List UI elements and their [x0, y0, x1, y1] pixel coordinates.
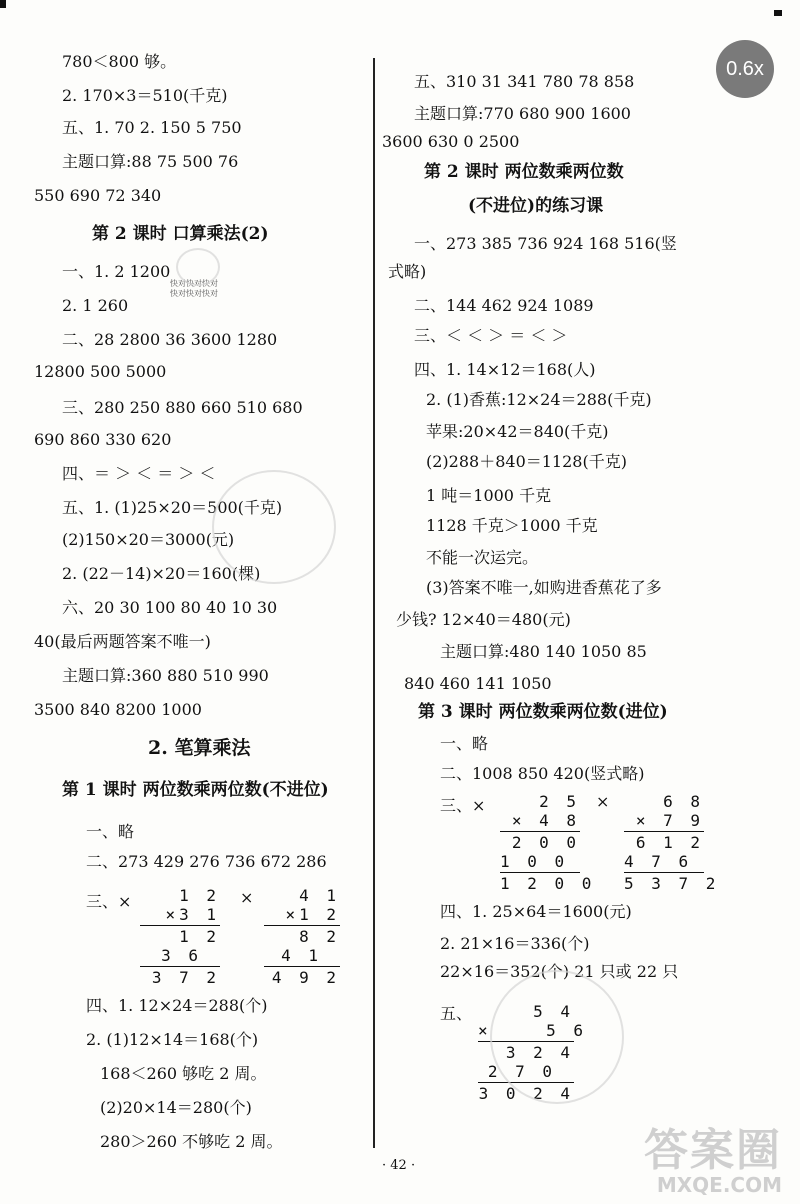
right-line-13: 1128 千克＞1000 千克 [426, 516, 598, 535]
left-times-mark: × [240, 888, 254, 907]
calc-row: × 5 6 [478, 1021, 588, 1040]
lesson-2-practice-subheading: (不进位)的练习课 [468, 196, 604, 216]
left-line-21: 二、273 429 276 736 672 286 [86, 852, 327, 871]
calc-row: ×1 2 [285, 905, 340, 924]
right-line-19: 一、略 [440, 734, 489, 753]
right-line-12: 1 吨＝1000 千克 [426, 486, 552, 505]
left-line-6: 一、1. 2 1200 [62, 262, 171, 281]
left-line-27: (2)20×14＝280(个) [100, 1098, 252, 1117]
calc-line [140, 966, 220, 967]
calc-row: 3 6 [161, 946, 202, 965]
left-line-13: 五、1. (1)25×20＝500(千克) [62, 498, 283, 517]
lesson-2-heading: 第 2 课时 口算乘法(2) [92, 224, 269, 244]
right-line-9: 2. (1)香蕉:12×24＝288(千克) [426, 390, 652, 409]
calc-row: × 7 9 [635, 811, 704, 830]
left-line-3: 五、1. 70 2. 150 5 750 [62, 118, 242, 137]
calc-row: 2 5 [539, 792, 580, 811]
right-line-6: 二、144 462 924 1089 [414, 296, 594, 315]
right-line-21: 三、× [440, 796, 486, 815]
stamp-decoration [212, 470, 336, 584]
right-line-2: 主题口算:770 680 900 1600 [414, 104, 631, 123]
right-line-15: (3)答案不唯一,如购进香蕉花了多 [426, 578, 662, 597]
watermark-line-1: 答案圈 [644, 1125, 782, 1176]
calc-row: 2 7 0 [487, 1062, 556, 1081]
calc-row: ×3 1 [165, 905, 220, 924]
calc-row: 4 1 [299, 886, 340, 905]
right-line-7: 三、＜ ＜ ＞ ＝ ＜ ＞ [414, 326, 568, 345]
right-line-24: 22×16＝352(个) 21 只或 22 只 [440, 962, 679, 981]
left-line-28: 280＞260 不够吃 2 周。 [100, 1132, 283, 1151]
right-line-3: 3600 630 0 2500 [382, 132, 520, 151]
left-line-19: 3500 840 8200 1000 [34, 700, 202, 719]
calc-row: 2 0 0 [511, 833, 580, 852]
right-line-8: 四、1. 14×12＝168(人) [414, 360, 596, 379]
lesson-3-heading: 第 3 课时 两位数乘两位数(进位) [418, 702, 668, 722]
right-times-mark: × [596, 792, 610, 811]
left-line-20: 一、略 [86, 822, 135, 841]
calc-row: 3 2 4 [505, 1043, 574, 1062]
left-line-22: 三、× [86, 892, 132, 911]
calc-row: 4 1 [281, 946, 322, 965]
calc-row: 6 1 2 [635, 833, 704, 852]
left-line-10: 三、280 250 880 660 510 680 [62, 398, 303, 417]
calc-row: 3 0 2 4 [478, 1084, 574, 1103]
right-line-23: 2. 21×16＝336(个) [440, 934, 590, 953]
left-line-14: (2)150×20＝3000(元) [62, 530, 235, 549]
left-line-15: 2. (22－14)×20＝160(棵) [62, 564, 261, 583]
right-line-17: 主题口算:480 140 1050 85 [440, 642, 647, 661]
site-watermark [644, 1125, 782, 1197]
left-line-12: 四、＝ ＞ ＜ ＝ ＞ ＜ [62, 464, 216, 483]
zoom-badge[interactable]: 0.6x [716, 40, 774, 98]
lesson-2-practice-heading: 第 2 课时 两位数乘两位数 [424, 162, 624, 182]
calc-row: × 4 8 [511, 811, 580, 830]
stamp-text: 快对快对快对 快对快对快对 [170, 279, 218, 298]
calc-line [264, 966, 340, 967]
right-line-14: 不能一次运完。 [426, 548, 539, 567]
right-line-1: 五、310 31 341 780 78 858 [414, 72, 635, 91]
left-line-18: 主题口算:360 880 510 990 [62, 666, 269, 685]
left-line-25: 2. (1)12×14＝168(个) [86, 1030, 259, 1049]
left-line-9: 12800 500 5000 [34, 362, 167, 381]
calc-row: 4 7 6 [624, 852, 693, 871]
calc-row: 5 4 [533, 1002, 574, 1021]
left-line-16: 六、20 30 100 80 40 10 30 [62, 598, 278, 617]
right-line-11: (2)288＋840＝1128(千克) [426, 452, 627, 471]
calc-row: 1 2 [179, 886, 220, 905]
right-line-18: 840 460 141 1050 [404, 674, 552, 693]
calc-row: 4 9 2 [271, 968, 340, 987]
calc-line [140, 925, 220, 926]
left-line-1: 780＜800 够。 [62, 52, 177, 71]
left-line-7: 2. 1 260 [62, 296, 129, 315]
left-line-17: 40(最后两题答案不唯一) [34, 632, 211, 651]
right-line-25: 五、 [440, 1004, 473, 1023]
left-line-8: 二、28 2800 36 3600 1280 [62, 330, 278, 349]
calc-line [500, 831, 580, 832]
calc-line [500, 872, 580, 873]
right-line-16: 少钱? 12×40＝480(元) [396, 610, 571, 629]
column-divider [373, 58, 375, 1148]
calc-line [624, 872, 704, 873]
calc-row: 5 3 7 2 [624, 874, 720, 893]
vertical-calc-25x48 [500, 792, 596, 893]
vertical-calc-12x31 [140, 886, 220, 987]
section-2-heading: 2. 笔算乘法 [148, 737, 251, 759]
left-line-24: 四、1. 12×24＝288(个) [86, 996, 268, 1015]
lesson-1-heading: 第 1 课时 两位数乘两位数(不进位) [62, 780, 329, 800]
calc-row: 6 8 [663, 792, 704, 811]
vertical-calc-41x12 [264, 886, 340, 987]
stamp-decoration [490, 970, 624, 1104]
calc-line [624, 831, 704, 832]
left-line-26: 168＜260 够吃 2 周。 [100, 1064, 267, 1083]
right-line-22: 四、1. 25×64＝1600(元) [440, 902, 632, 921]
stamp-decoration [176, 248, 220, 286]
calc-row: 8 2 [299, 927, 340, 946]
left-line-4: 主题口算:88 75 500 76 [62, 152, 239, 171]
calc-row: 3 7 2 [151, 968, 220, 987]
calc-row: 1 2 0 0 [500, 874, 596, 893]
calc-row: 1 2 [179, 927, 220, 946]
corner-mark-right [774, 10, 782, 16]
calc-row: 1 0 0 [500, 852, 569, 871]
left-line-5: 550 690 72 340 [34, 186, 162, 205]
left-line-2: 2. 170×3＝510(千克) [62, 86, 228, 105]
vertical-calc-68x79 [624, 792, 720, 893]
right-line-5: 式略) [388, 262, 427, 281]
right-line-20: 二、1008 850 420(竖式略) [440, 764, 645, 783]
watermark-line-2: MXQE.COM [656, 1173, 782, 1197]
right-line-4: 一、273 385 736 924 168 516(竖 [414, 234, 677, 253]
page-number: · 42 · [382, 1158, 416, 1173]
left-line-11: 690 860 330 620 [34, 430, 172, 449]
right-line-10: 苹果:20×42＝840(千克) [426, 422, 609, 441]
calc-line [264, 925, 340, 926]
corner-mark-left [0, 0, 6, 8]
